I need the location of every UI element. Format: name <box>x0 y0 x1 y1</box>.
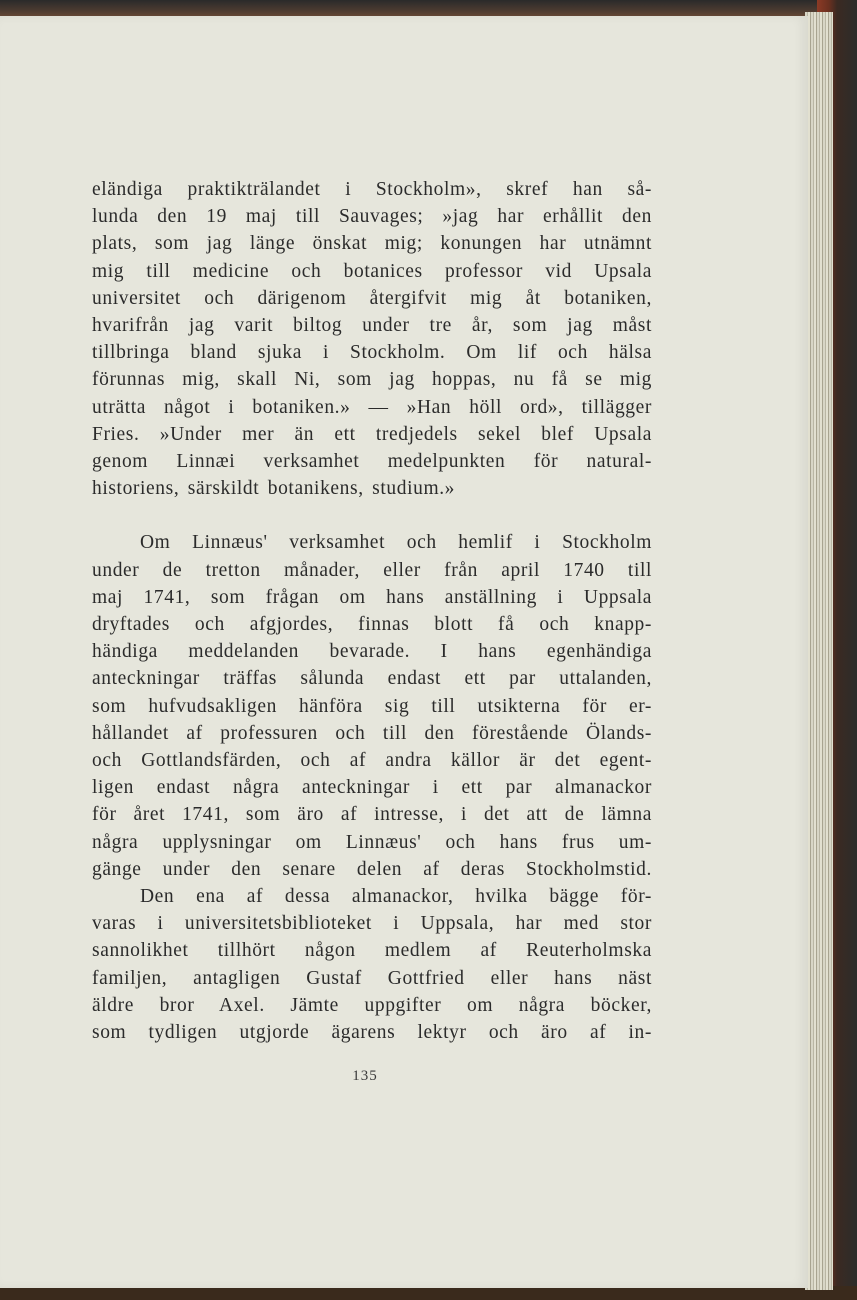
text-line: som tydligen utgjorde ägarens lektyr och äro af in- <box>92 1022 652 1044</box>
text-line: anteckningar träffas sålunda endast ett par uttalanden, <box>92 668 652 690</box>
text-line: dryftades och afgjordes, finnas blott få och knapp- <box>92 614 652 636</box>
scan-bottom-edge <box>0 1286 857 1300</box>
body-text <box>92 176 652 1046</box>
text-line: Fries. »Under mer än ett tredjedels sekel blef Upsala <box>92 423 652 445</box>
text-line: plats, som jag länge önskat mig; konungen har utnämnt <box>92 233 652 255</box>
text-line: sannolikhet tillhört någon medlem af Reuterholmska <box>92 940 652 962</box>
text-line: tillbringa bland sjuka i Stockholm. Om lif och hälsa <box>92 342 652 364</box>
text-line: Om Linnæus' verksamhet och hemlif i Stockholm <box>140 532 652 554</box>
text-line: eländiga praktikträlandet i Stockholm», skref han så- <box>92 179 652 200</box>
page-number: 135 <box>352 1068 378 1084</box>
text-line: Den ena af dessa almanackor, hvilka bägge för- <box>140 886 652 908</box>
text-line: gänge under den senare delen af deras Stockholmstid. <box>92 858 652 880</box>
text-line: ligen endast några anteckningar i ett par almanackor <box>92 777 652 799</box>
text-line: under de tretton månader, eller från april 1740 till <box>92 559 652 581</box>
text-line: mig till medicine och botanices professor vid Upsala <box>92 260 652 282</box>
paragraph-2 <box>92 529 652 883</box>
text-line: hållandet af professuren och till den förestående Ölands- <box>92 722 652 744</box>
text-line: som hufvudsakligen hänföra sig till utsikterna för er- <box>92 695 652 717</box>
book-page-edges <box>805 12 833 1290</box>
text-line: äldre bror Axel. Jämte uppgifter om några böcker, <box>92 994 652 1016</box>
text-line: hvarifrån jag varit biltog under tre år, som jag måst <box>92 315 652 337</box>
paragraph-gap <box>92 502 652 529</box>
text-line: universitet och därigenom återgifvit mig åt botaniken, <box>92 287 652 309</box>
text-line: och Gottlandsfärden, och af andra källor är det egent- <box>92 750 652 772</box>
paragraph-1 <box>92 176 652 502</box>
text-line: några upplysningar om Linnæus' och hans frus um- <box>92 831 652 853</box>
text-line: familjen, antagligen Gustaf Gottfried eller hans näst <box>92 967 652 989</box>
text-line: historiens, särskildt botanikens, studium.» <box>92 478 456 500</box>
paragraph-3 <box>92 883 652 1046</box>
text-line: maj 1741, som frågan om hans anställning i Uppsala <box>92 586 652 608</box>
text-line: varas i universitetsbiblioteket i Uppsala, har med stor <box>92 913 652 935</box>
text-line: genom Linnæi verksamhet medelpunkten för natural- <box>92 451 652 473</box>
text-line: händiga meddelanden bevarade. I hans egenhändiga <box>92 641 652 663</box>
text-line: uträtta något i botaniken.» — »Han höll ord», tillägger <box>92 396 652 418</box>
text-line: lunda den 19 maj till Sauvages; »jag har erhållit den <box>92 206 652 228</box>
text-line: för året 1741, som äro af intresse, i det att de lämna <box>92 804 652 826</box>
text-line: förunnas mig, skall Ni, som jag hoppas, nu få se mig <box>92 369 652 391</box>
book-page <box>0 16 808 1288</box>
